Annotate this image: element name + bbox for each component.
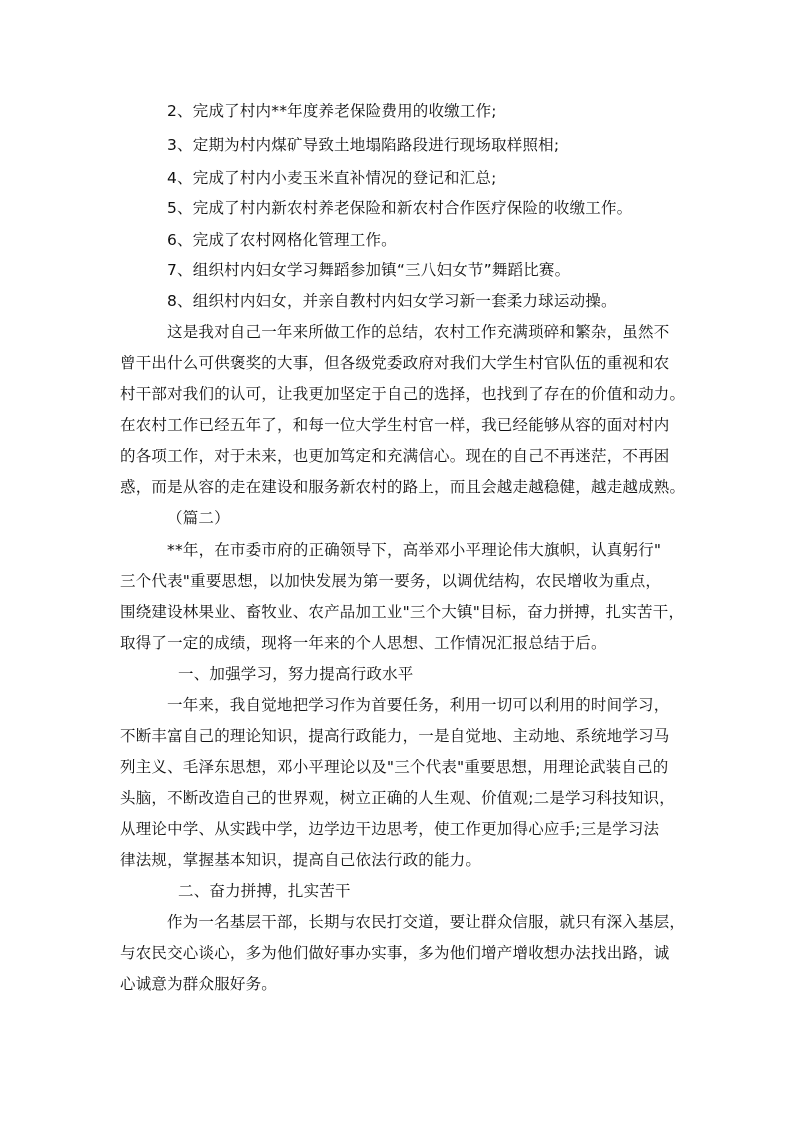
intro-paragraph-line-2: 三个代表"重要思想，以加快发展为第一要务，以调优结构，农民增收为重点，: [120, 572, 662, 590]
list-item-5: 5、完成了村内新农村养老保险和新农村合作医疗保险的收缴工作。: [167, 199, 633, 217]
study-paragraph-line-1: 一年来，我自觉地把学习作为首要任务，利用一切可以利用的时间学习，: [167, 696, 670, 714]
work-paragraph-line-3: 心诚意为群众服好务。: [120, 975, 278, 993]
list-item-4: 4、完成了村内小麦玉米直补情况的登记和汇总;: [167, 169, 497, 187]
intro-paragraph-line-1: **年，在市委市府的正确领导下，高举邓小平理论伟大旗帜，认真躬行": [167, 541, 662, 559]
list-item-3: 3、定期为村内煤矿导致土地塌陷路段进行现场取样照相;: [167, 136, 560, 154]
study-paragraph-line-4: 头脑，不断改造自己的世界观，树立正确的人生观、价值观;二是学习科技知识，: [120, 789, 675, 807]
intro-paragraph-line-3: 围绕建设林果业、畜牧业、农产品加工业"三个大镇"目标，奋力拼搏，扎实苦干，: [120, 603, 685, 621]
study-paragraph-line-3: 列主义、毛泽东思想，邓小平理论以及"三个代表"重要思想，用理论武装自己的: [120, 758, 669, 776]
heading-study: 一、加强学习，努力提高行政水平: [178, 665, 414, 683]
work-paragraph-line-2: 与农民交心谈心，多为他们做好事办实事，多为他们增产增收想办法找出路，诚: [120, 944, 670, 962]
summary-paragraph-line-1: 这是我对自己一年来所做工作的总结，农村工作充满琐碎和繁杂，虽然不: [167, 323, 670, 341]
list-item-6: 6、完成了农村网格化管理工作。: [167, 231, 397, 249]
list-item-2: 2、完成了村内**年度养老保险费用的收缴工作;: [167, 102, 497, 120]
study-paragraph-line-6: 律法规，掌握基本知识，提高自己依法行政的能力。: [120, 851, 482, 869]
summary-paragraph-line-5: 的各项工作，对于未来，也更加笃定和充满信心。现在的自己不再迷茫，不再困: [120, 447, 670, 465]
work-paragraph-line-1: 作为一名基层干部，长期与农民打交道，要让群众信服，就只有深入基层，: [167, 913, 686, 931]
summary-paragraph-line-4: 在农村工作已经五年了，和每一位大学生村官一样，我已经能够从容的面对村内: [120, 416, 670, 434]
list-item-7: 7、组织村内妇女学习舞蹈参加镇“三八妇女节”舞蹈比赛。: [167, 261, 571, 279]
intro-paragraph-line-4: 取得了一定的成绩，现将一年来的个人思想、工作情况汇报总结于后。: [120, 634, 607, 652]
summary-paragraph-line-2: 曾干出什么可供褒奖的大事，但各级党委政府对我们大学生村官队伍的重视和农: [120, 354, 670, 372]
summary-paragraph-line-6: 惑，而是从容的走在建设和服务新农村的路上，而且会越走越稳健，越走越成熟。: [120, 478, 686, 496]
study-paragraph-line-5: 从理论中学、从实践中学，边学边干边思考，使工作更加得心应手;三是学习法: [120, 820, 660, 838]
heading-work: 二、奋力拼搏，扎实苦干: [178, 882, 351, 900]
section-marker: （篇二）: [167, 509, 230, 527]
study-paragraph-line-2: 不断丰富自己的理论知识，提高行政能力，一是自觉地、主动地、系统地学习马: [120, 727, 670, 745]
list-item-8: 8、组织村内妇女，并亲自教村内妇女学习新一套柔力球运动操。: [167, 292, 617, 310]
summary-paragraph-line-3: 村干部对我们的认可，让我更加坚定于自己的选择，也找到了存在的价值和动力。: [120, 385, 686, 403]
